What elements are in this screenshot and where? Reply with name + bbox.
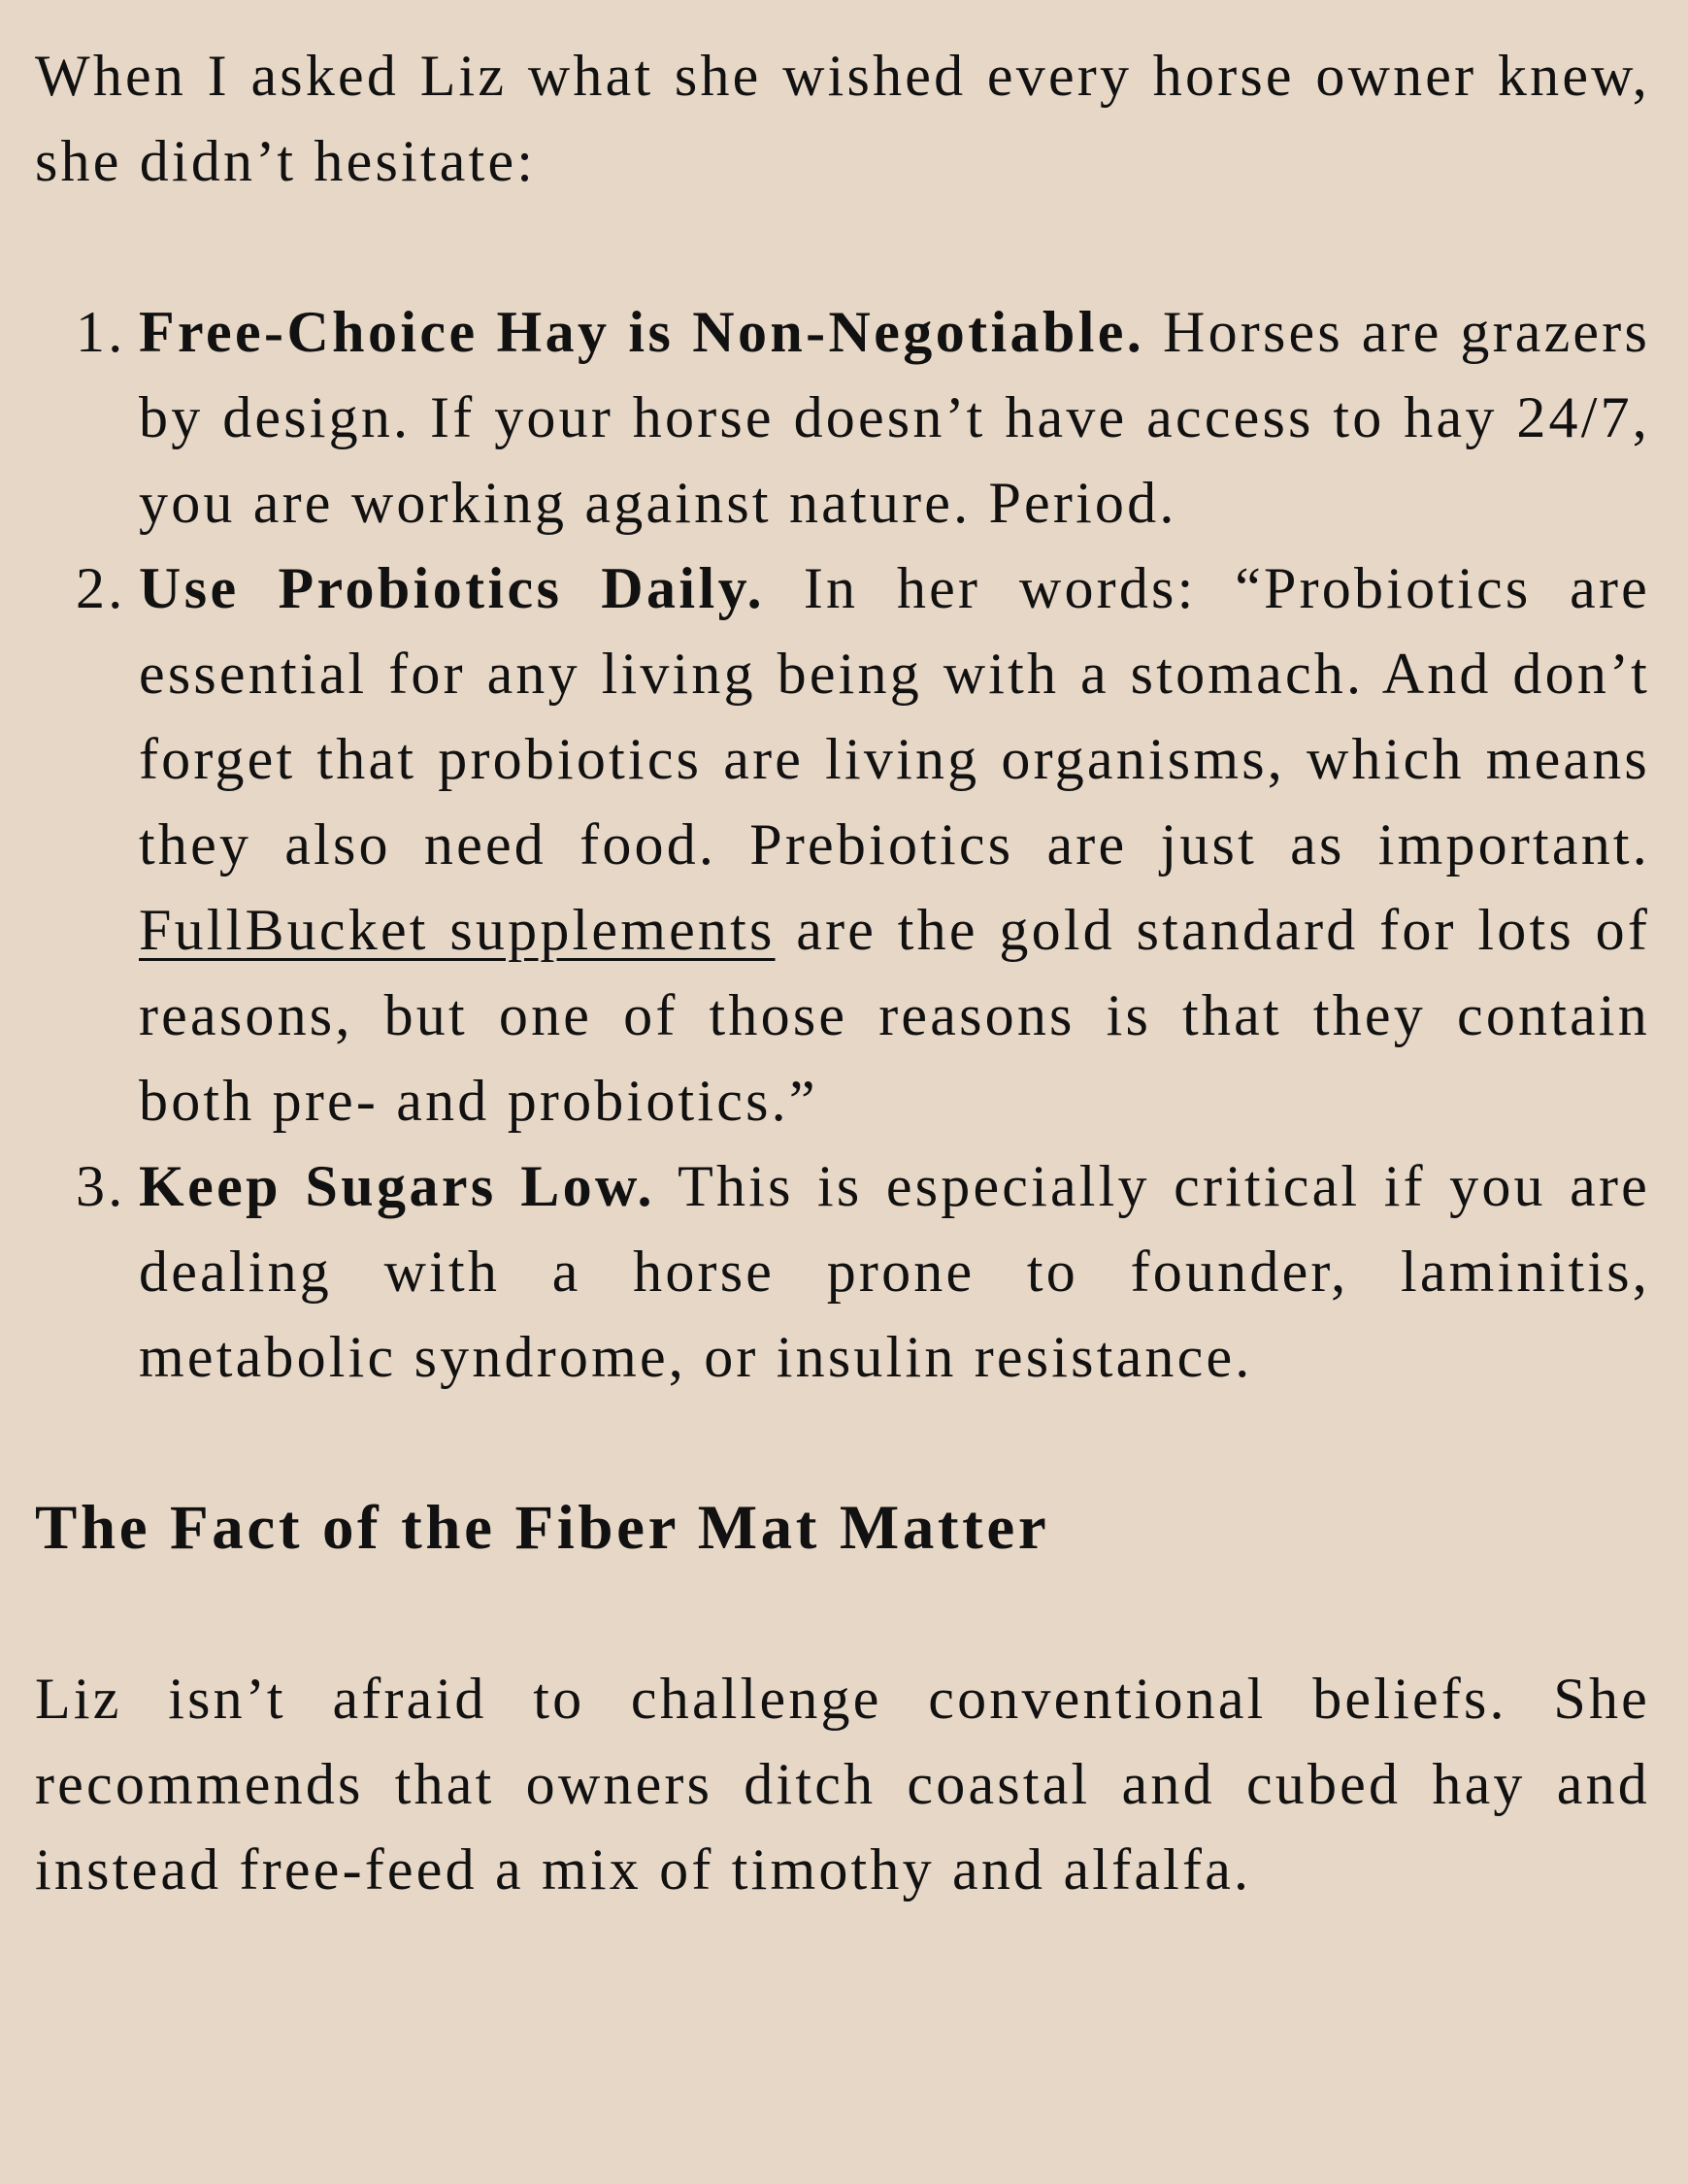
fullbucket-supplements-link[interactable]: FullBucket supplements — [139, 898, 776, 962]
article-body — [35, 33, 1650, 1912]
list-item-lead: Free-Choice Hay is Non-Negotiable. — [139, 300, 1145, 364]
list-item — [35, 546, 1650, 1143]
list-item-text: are the gold standard for lots of reasons, but one of those reasons is that they contain both pre- and probiotics.” — [139, 898, 1651, 1133]
list-item-text: This is especially critical if you are dealing with a horse prone to founder, laminitis, metabolic syndrome, or insulin resistance. — [139, 1154, 1650, 1389]
list-item-lead: Use Probiotics Daily. — [139, 556, 766, 620]
intro-paragraph: When I asked Liz what she wished every horse owner knew, she didn’t hesitate: — [35, 44, 1650, 193]
closing-paragraph: Liz isn’t afraid to challenge conventional beliefs. She recommends that owners ditch coastal and cubed hay and instead free-feed a mix of timothy and alfalfa. — [35, 1667, 1650, 1902]
list-item-number: 1. — [76, 300, 126, 364]
list-item — [35, 1143, 1650, 1400]
section-heading: The Fact of the Fiber Mat Matter — [35, 1493, 1050, 1563]
list-item-number: 3. — [76, 1154, 126, 1218]
list-item — [35, 289, 1650, 546]
list-item-text: Horses are grazers by design. If your horse doesn’t have access to hay 24/7, you are working against nature. Period. — [139, 300, 1650, 535]
list-item-lead: Keep Sugars Low. — [139, 1154, 655, 1218]
list-item-text: In her words: “Probiotics are essential for any living being with a stomach. And don’t forget that probiotics are living organisms, which means they also need food. Prebiotics are just as important. — [139, 556, 1650, 877]
tips-list — [35, 289, 1650, 1400]
list-item-number: 2. — [76, 556, 126, 620]
